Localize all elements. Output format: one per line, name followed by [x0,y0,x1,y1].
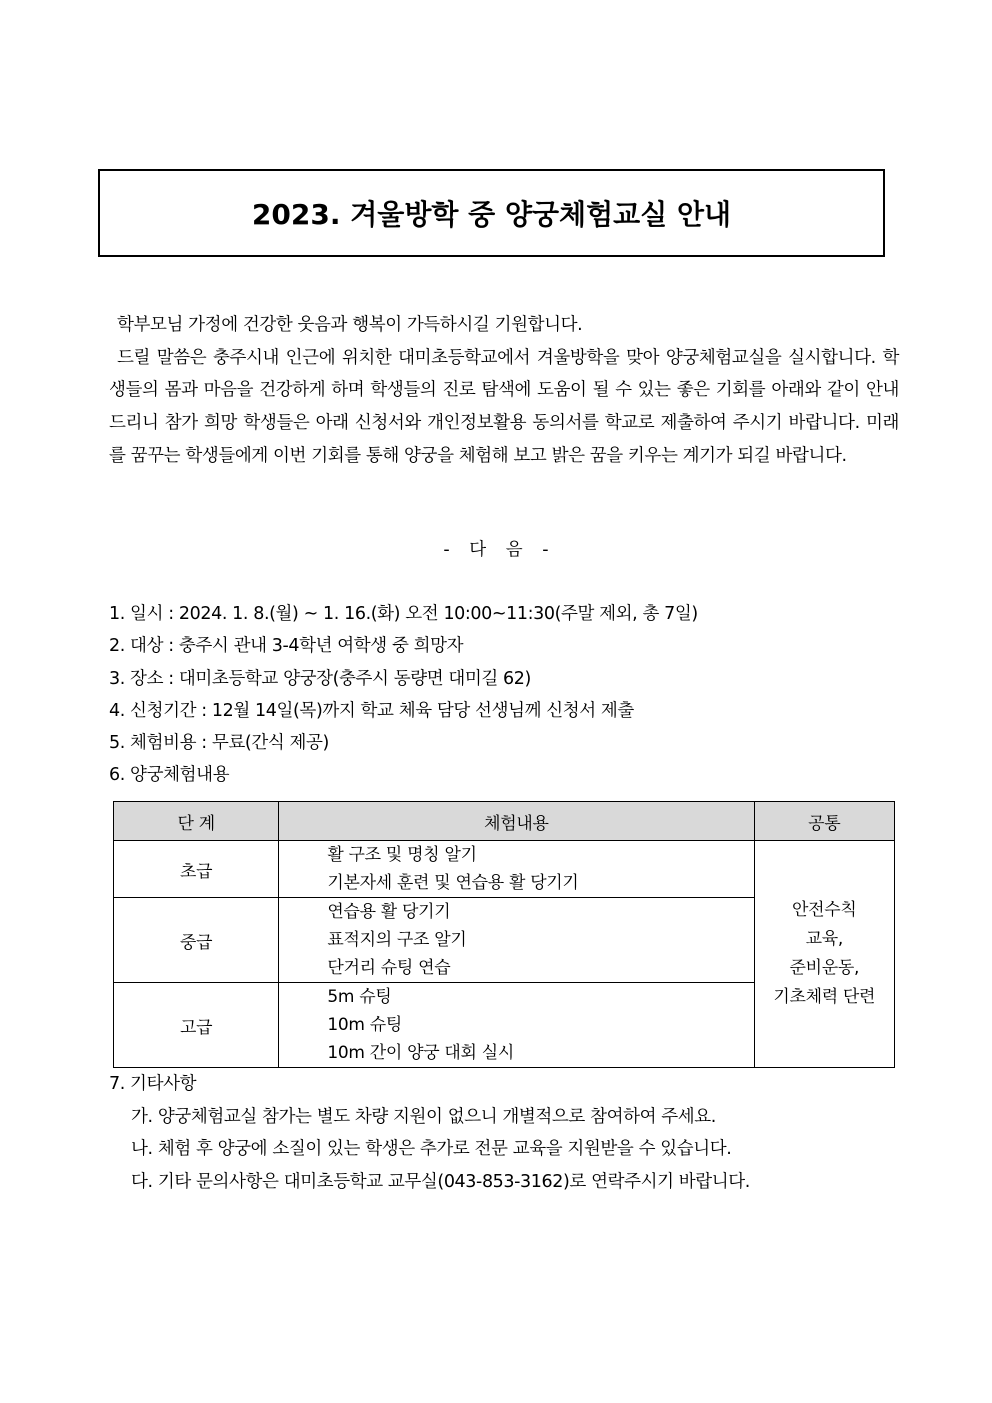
info-item-content-heading: 6. 양궁체험내용 [109,765,230,786]
info-list [109,598,909,792]
info-item-cost: 5. 체험비용 : 무료(간식 제공) [109,733,329,754]
info-item-application: 4. 신청기간 : 12월 14일(목)까지 학교 체육 담당 선생님께 신청서 제출 [109,700,634,721]
note-item: 가. 양궁체험교실 참가는 별도 차량 지원이 없으니 개별적으로 참여하여 주세요. [131,1106,716,1127]
common-line: 준비운동, [789,958,860,978]
content-line: 10m 간이 양궁 대회 실시 [327,1043,515,1063]
header-common: 공통 [754,802,894,841]
content-cell [279,983,754,1068]
content-line: 10m 슈팅 [327,1015,402,1035]
common-line: 기초체력 단련 [773,987,876,1007]
table-header-row [114,802,895,841]
intro-section [109,309,899,473]
intro-paragraph-1: 학부모님 가정에 건강한 웃음과 행복이 가득하시길 기원합니다. [117,315,583,335]
header-stage: 단 계 [114,802,279,841]
content-cell [279,841,754,898]
content-line: 활 구조 및 명칭 알기 [327,845,477,865]
content-line: 표적지의 구조 알기 [327,930,467,950]
document-title: 2023. 겨울방학 중 양궁체험교실 안내 [251,198,732,231]
table-row [114,841,895,898]
section-divider-text: - 다 음 - [443,540,549,560]
info-item-date: 1. 일시 : 2024. 1. 8.(월) ~ 1. 16.(화) 오전 10:00~11:30(주말 제외, 총 7일) [109,604,698,624]
title-box [98,169,885,257]
stage-cell: 고급 [114,983,279,1068]
content-line: 5m 슈팅 [327,987,392,1007]
notes-heading: 7. 기타사항 [109,1074,197,1094]
stage-cell: 초급 [114,841,279,898]
intro-paragraph-2: 드릴 말씀은 충주시내 인근에 위치한 대미초등학교에서 겨울방학을 맞아 양궁체험교실을 실시합니다. 학생들의 몸과 마음을 건강하게 하며 학생들의 진로 탐색에 도움이 될 수 있는 좋은 기회를 아래와 같이 안내드리니 참가 희망 학생들은 아래 신청서와 개인정보활용 동의서를 학교로 제출하여 주시기 바랍니다. 미래를 꿈꾸는 학생들에게 이번 기회를 통해 양궁을 체험해 보고 밝은 꿈을 키우는 계기가 되길 바랍니다. [109,347,899,466]
content-line: 단거리 슈팅 연습 [327,958,451,978]
experience-table [113,801,895,1068]
note-item: 나. 체험 후 양궁에 소질이 있는 학생은 추가로 전문 교육을 지원받을 수 있습니다. [131,1139,732,1159]
content-cell [279,898,754,983]
common-cell [754,841,894,1068]
info-item-place: 3. 장소 : 대미초등학교 양궁장(충주시 동량면 대미길 62) [109,668,531,689]
common-line: 교육, [805,929,843,949]
header-content: 체험내용 [279,802,754,841]
content-line: 기본자세 훈련 및 연습용 활 당기기 [327,873,579,893]
content-line: 연습용 활 당기기 [327,902,451,922]
common-line: 안전수칙 [792,900,857,920]
info-item-target: 2. 대상 : 충주시 관내 3-4학년 여학생 중 희망자 [109,636,464,657]
stage-cell: 중급 [114,898,279,983]
notes-section [109,1068,909,1198]
note-item: 다. 기타 문의사항은 대미초등학교 교무실(043-853-3162)로 연락주시기 바랍니다. [131,1171,750,1192]
